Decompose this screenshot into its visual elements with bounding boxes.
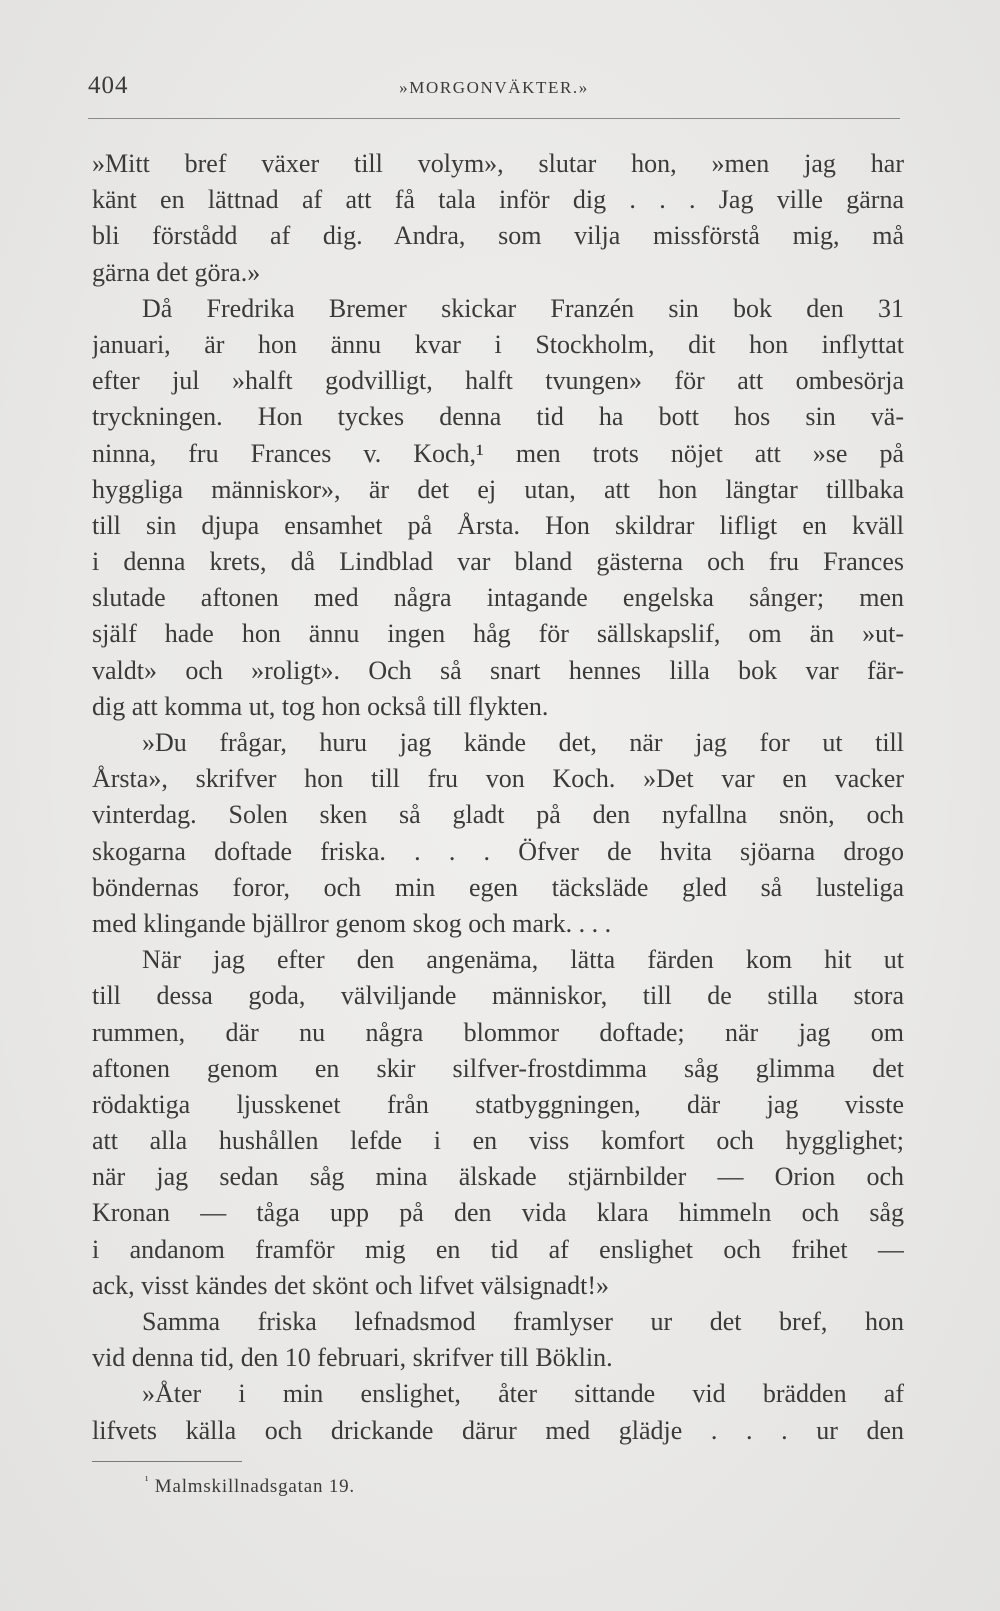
body-text (92, 146, 904, 1449)
text-line: dig att komma ut, tog hon också till flykten. (92, 691, 549, 721)
footnote (145, 1476, 355, 1498)
text-line: januari, är hon ännu kvar i Stockholm, dit hon inflyttat (92, 329, 904, 359)
text-line: Då Fredrika Bremer skickar Franzén sin bok den 31 (142, 293, 904, 323)
text-line: själf hade hon ännu ingen håg för sällskapslif, om än »ut- (92, 619, 904, 649)
text-line: när jag sedan såg mina älskade stjärnbilder — Orion och (92, 1162, 904, 1192)
text-line: aftonen genom en skir silfver-frostdimma såg glimma det (92, 1053, 904, 1083)
text-line: »Mitt bref växer till volym», slutar hon, »men jag har (92, 149, 904, 178)
text-line: i denna krets, då Lindblad var bland gästerna och fru Frances (92, 547, 904, 577)
text-line: i andanom framför mig en tid af enslighet och frihet — (92, 1234, 904, 1264)
footnote-marker: ¹ (145, 1475, 150, 1488)
running-title: »MORGONVÄKTER.» (399, 78, 589, 97)
text-line: När jag efter den angenäma, lätta färden kom hit ut (142, 945, 904, 975)
text-line: ack, visst kändes det skönt och lifvet välsignadt!» (92, 1270, 610, 1300)
text-line: känt en lättnad af att få tala inför dig . . . Jag ville gärna (92, 185, 904, 215)
text-line: rödaktiga ljusskenet från statbyggningen, där jag visste (92, 1089, 904, 1119)
text-line: vid denna tid, den 10 februari, skrifver till Böklin. (92, 1343, 613, 1373)
text-line: att alla hushållen lefde i en viss komfort och hygglighet; (92, 1126, 904, 1156)
text-line: rummen, där nu några blommor doftade; när jag om (92, 1017, 904, 1047)
text-line: valdt» och »roligt». Och så snart hennes lilla bok var fär- (92, 655, 904, 685)
footnote-rule (92, 1461, 242, 1462)
text-line: till sin djupa ensamhet på Årsta. Hon skildrar lifligt en kväll (92, 510, 904, 540)
running-head (88, 72, 900, 112)
text-line: »Du frågar, huru jag kände det, när jag for ut till (142, 728, 904, 757)
text-line: slutade aftonen med några intagande engelska sånger; men (92, 583, 904, 613)
text-line: skogarna doftade friska. . . . Öfver de hvita sjöarna drogo (92, 836, 904, 866)
text-line: Samma friska lefnadsmod framlyser ur det bref, hon (142, 1307, 904, 1336)
text-line: Årsta», skrifver hon till fru von Koch. »Det var en vacker (92, 764, 904, 794)
page-number: 404 (88, 72, 129, 99)
text-line: lifvets källa och drickande därur med glädje . . . ur den (92, 1415, 904, 1445)
text-line: ninna, fru Frances v. Koch,¹ men trots nöjet att »se på (92, 438, 904, 468)
text-line: »Åter i min enslighet, åter sittande vid brädden af (142, 1379, 904, 1409)
text-line: efter jul »halft godvilligt, halft tvungen» för att ombesörja (92, 366, 904, 396)
text-line: vinterdag. Solen sken så gladt på den nyfallna snön, och (92, 800, 904, 830)
footnote-text: Malmskillnadsgatan 19. (154, 1476, 355, 1497)
text-line: bli förstådd af dig. Andra, som vilja missförstå mig, må (92, 221, 904, 251)
header-rule (88, 118, 900, 119)
text-line: med klingande bjällror genom skog och mark. . . . (92, 908, 612, 938)
text-line: gärna det göra.» (92, 257, 261, 287)
text-line: böndernas foror, och min egen täcksläde gled så lusteliga (92, 872, 904, 902)
text-line: till dessa goda, välviljande människor, till de stilla stora (92, 981, 904, 1011)
text-line: hyggliga människor», är det ej utan, att hon längtar tillbaka (92, 474, 904, 504)
text-line: tryckningen. Hon tyckes denna tid ha bott hos sin vä- (92, 402, 904, 432)
text-line: Kronan — tåga upp på den vida klara himmeln och såg (92, 1198, 904, 1228)
